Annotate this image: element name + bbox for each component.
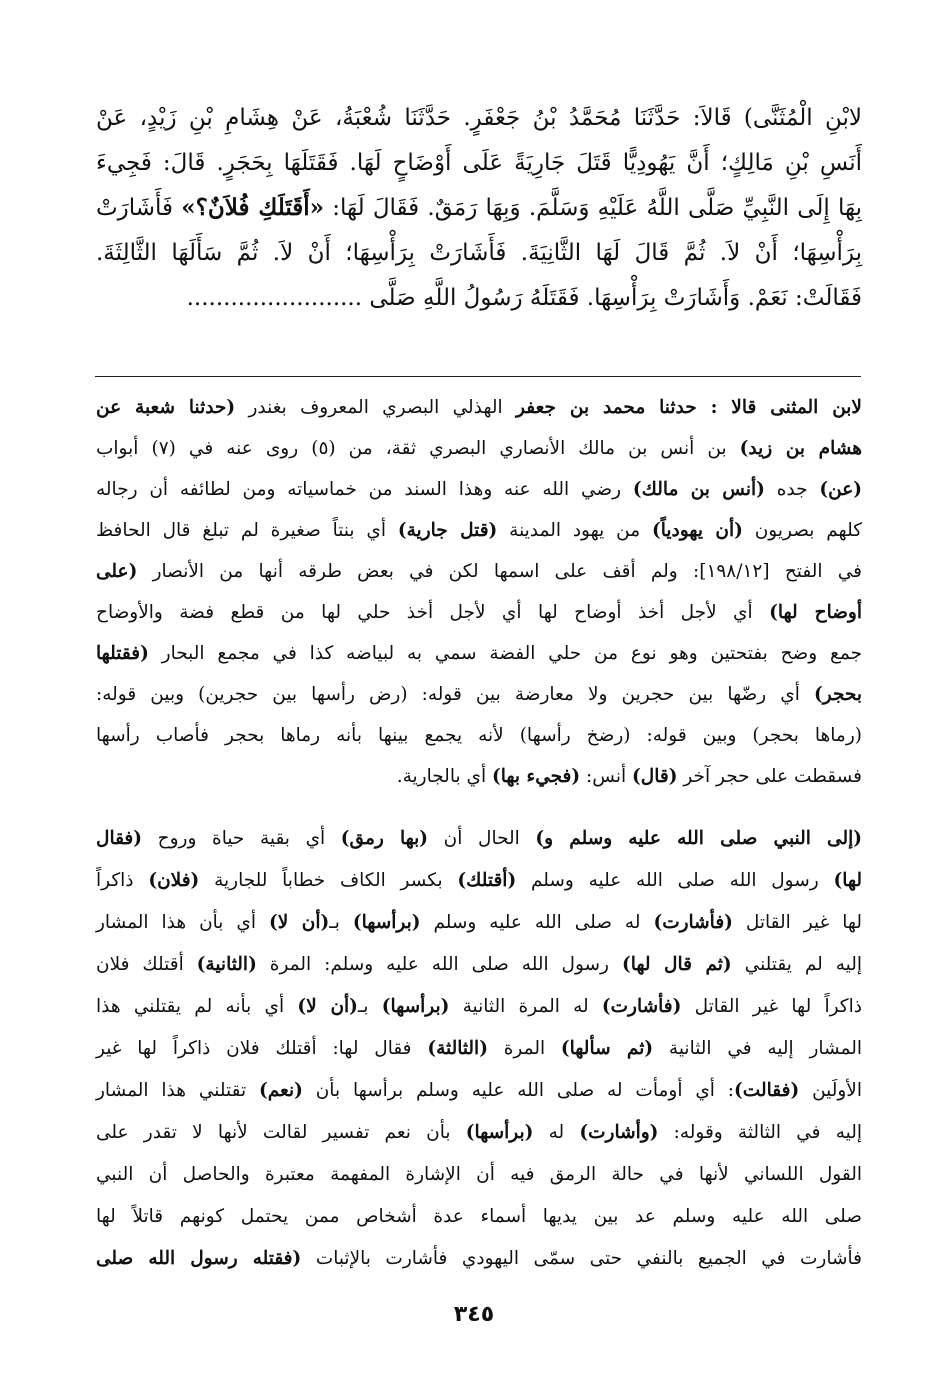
text-segment: ذاكراً	[96, 870, 149, 891]
text-segment: جمع وضح بفتحتين وهو نوع من حلي الفضة سمي به لبياضه كذا في مجمع البحار	[148, 643, 862, 664]
bold-quoted-text: (أن لا)	[297, 996, 358, 1017]
bold-quoted-text: (فقتله رسول الله صلى	[96, 1248, 302, 1269]
text-segment: أَنَسِ بْنِ مَالِكٍ؛ أَنَّ يَهُودِيًّا قَتَلَ جَارِيَةً عَلَى أَوْضَاحٍ لَهَا. فَقَتَلَهَا بِحَجَرٍ. قَالَ: فَجِيءَ	[96, 150, 862, 176]
text-segment: الأولَين	[799, 1080, 862, 1101]
text-line	[96, 906, 862, 940]
text-segment: القول اللساني لأنها في حالة الرمق فيه أن الإشارة المفهمة معتبرة والحاصل أن النبي	[96, 1164, 862, 1185]
bold-quoted-text: (حدثنا شعبة عن	[96, 397, 236, 418]
bold-quoted-text: (فقالت)	[734, 1080, 800, 1101]
bold-quoted-text: (نعم)	[258, 1080, 303, 1101]
text-line	[96, 1032, 862, 1066]
text-segment: ذاكراً لها غير القاتل	[681, 996, 862, 1017]
text-line	[96, 391, 862, 425]
bold-quoted-text: (بها رمق)	[340, 828, 429, 849]
text-segment: فَأَشَارَتْ	[96, 195, 182, 221]
text-segment: كلهم بصريون	[742, 520, 862, 541]
bold-quoted-text: (أن يهودياً)	[651, 520, 743, 541]
text-line	[96, 555, 862, 589]
bold-quoted-text: (عن)	[819, 479, 862, 500]
bold-quoted-text: (ثم قال لها)	[621, 954, 732, 975]
text-segment: فَقَالَتْ: نَعَمْ. وَأَشَارَتْ بِرَأْسِهَا. فَقَتَلَهُ رَسُولُ اللَّهِ صَلَّى ........................	[186, 285, 862, 311]
text-segment: أي بقية حياة وروح	[142, 828, 341, 849]
text-segment: له المرة الثانية	[449, 996, 602, 1017]
text-segment: رسول الله صلى الله عليه وسلم: المرة	[256, 954, 622, 975]
text-segment: أي بأن هذا المشار	[96, 912, 269, 933]
text-line	[96, 1200, 862, 1234]
text-segment: أقتلك فلان	[96, 954, 197, 975]
bold-quoted-text: (أقتلك)	[457, 870, 517, 891]
bold-quoted-text: (فأشارت)	[601, 996, 682, 1017]
bold-quoted-text: لها)	[833, 870, 863, 891]
bold-quoted-text: (على	[96, 561, 138, 582]
bold-quoted-text: (إلى النبي صلى الله عليه وسلم و)	[535, 828, 862, 849]
bold-quoted-text: (فأشارت)	[653, 912, 733, 933]
text-segment: فأشارت في الجميع بالنفي حتى سمّى اليهودي فأشارت بالإثبات	[301, 1248, 862, 1269]
text-segment: بـ	[357, 996, 382, 1017]
text-line	[96, 432, 862, 466]
page-number: ٣٤٥	[453, 1302, 495, 1327]
bold-quoted-text: (ثم سألها)	[560, 1038, 654, 1059]
bold-quoted-text: هشام بن زيد)	[739, 438, 863, 459]
bold-quoted-text: (أنس بن مالك)	[632, 479, 765, 500]
text-line	[96, 278, 862, 318]
text-line	[96, 760, 862, 794]
text-line	[96, 678, 862, 712]
text-segment: بـ	[329, 912, 353, 933]
text-segment: له صلى الله عليه وسلم	[420, 912, 654, 933]
text-line	[96, 1116, 862, 1150]
bold-quoted-text: (قال)	[632, 766, 678, 787]
text-segment: بأن نعم تفسير لقالت لأنها لا تقدر على	[96, 1122, 466, 1143]
text-segment: لابْنِ الْمُثَنَّى) قَالاَ: حَدَّثَنَا مُحَمَّدُ بْنُ جَعْفَرٍ. حَدَّثَنَا شُعْبَةُ، عَنْ هِشَامِ بْنِ زَيْدٍ، عَنْ	[96, 105, 862, 131]
text-segment: أي بالجارية.	[396, 766, 492, 787]
bold-quoted-text: (برأسها)	[465, 1122, 534, 1143]
text-segment: بِهَا إِلَى النَّبِيِّ صَلَّى اللَّهُ عَلَيْهِ وَسَلَّمَ. وَبِهَا رَمَقٌ. فَقَالَ لَهَا:	[324, 195, 862, 221]
text-segment: الهذلي البصري المعروف بغندر	[235, 397, 517, 418]
bold-quoted-text: لابن المثنى قالا : حدثنا محمد بن جعفر	[516, 397, 862, 418]
bold-quoted-text: أوضاح لها)	[769, 602, 863, 623]
text-segment: في الفتح [١٩٨/١٢]: ولم أقف على اسمها لكن في بعض طرقه أنها من الأنصار	[137, 561, 862, 582]
text-segment: إليه في الثالثة وقوله:	[658, 1122, 863, 1143]
text-segment: من يهود المدينة	[497, 520, 652, 541]
bold-quoted-text: (فقتلها	[96, 643, 149, 664]
text-segment: بِرَأْسِهَا؛ أَنْ لاَ. ثُمَّ قَالَ لَهَا الثَّانِيَةَ. فَأَشَارَتْ بِرَأْسِهَا؛ أَنْ لاَ. ثُمَّ سَأَلَهَا الثَّالِثَةَ.	[96, 240, 862, 266]
text-segment: : أي أومأت له صلى الله عليه وسلم برأسها بأن	[302, 1080, 735, 1101]
text-segment: بن أنس بن مالك الأنصاري البصري ثقة، من (٥) روى عنه في (٧) أبواب	[96, 438, 740, 459]
text-line	[96, 596, 862, 630]
bold-quoted-text: (قتل جارية)	[397, 520, 498, 541]
text-segment: الحال أن	[428, 828, 536, 849]
text-segment: أي بأنه لم يقتلني هذا	[96, 996, 298, 1017]
text-segment: رضي الله عنه وهذا السند من خماسياته ومن لطائفه أن رجاله	[96, 479, 633, 500]
bold-quoted-text: (فجيء بها)	[491, 766, 581, 787]
text-line	[96, 98, 862, 138]
text-line	[96, 948, 862, 982]
text-segment: أي بنتاً صغيرة لم تبلغ قال الحافظ	[96, 520, 398, 541]
text-line	[96, 473, 862, 507]
text-segment: تقتلني هذا المشار	[96, 1080, 259, 1101]
text-line	[96, 143, 862, 183]
text-segment: صلى الله عليه وسلم عد بين يديها أسماء عدة أشخاص ممن يحتمل كونهم قاتلاً لها	[96, 1206, 862, 1227]
text-segment: (رماها بحجر) وبين قوله: (رضخ رأسها) لأنه يجمع بينها بأنه رماها بحجر فأصاب رأسها	[96, 725, 862, 746]
text-segment: جده	[764, 479, 820, 500]
text-segment: رسول الله صلى الله عليه وسلم	[516, 870, 834, 891]
bold-quoted-text: بحجر)	[814, 684, 862, 705]
text-line	[96, 188, 862, 228]
text-line	[96, 822, 862, 856]
text-line	[96, 1158, 862, 1192]
text-line	[96, 864, 862, 898]
bold-quoted-text: (الثانية)	[196, 954, 257, 975]
text-line	[96, 233, 862, 273]
text-line	[96, 637, 862, 671]
bold-quoted-text: (الثالثة)	[427, 1038, 488, 1059]
text-line	[96, 990, 862, 1024]
text-segment: فسقطت على حجر آخر	[677, 766, 862, 787]
bold-quoted-text: (فلان)	[148, 870, 200, 891]
text-segment: إليه لم يقتلني	[731, 954, 863, 975]
bold-quoted-text: (برأسها)	[352, 912, 421, 933]
text-segment: المرة	[487, 1038, 561, 1059]
bold-quoted-text: (برأسها)	[381, 996, 450, 1017]
text-segment: لها غير القاتل	[732, 912, 862, 933]
text-line	[96, 1074, 862, 1108]
bold-quoted-text: (وأشارت)	[579, 1122, 659, 1143]
text-line	[96, 719, 862, 753]
bold-quoted-text: (فقال	[96, 828, 143, 849]
bold-quoted-text: «أَقَتَلَكِ فُلاَنٌ؟»	[181, 194, 325, 221]
text-segment: فقال لها: أقتلك فلان ذاكراً لها غير	[96, 1038, 428, 1059]
text-segment: أي رضّها بين حجرين ولا معارضة بين قوله: (رض رأسها بين حجرين) وبين قوله:	[96, 684, 814, 705]
text-segment: أنس:	[580, 766, 633, 787]
text-line	[96, 514, 862, 548]
text-line	[96, 1242, 862, 1276]
text-segment: له	[533, 1122, 580, 1143]
text-segment: المشار إليه في الثانية	[653, 1038, 862, 1059]
footnote-divider	[95, 376, 861, 377]
text-segment: بكسر الكاف خطاباً للجارية	[199, 870, 458, 891]
text-segment: أي لأجل أخذ أوضاح لها أي لأجل أخذ حلي لها من قطع فضة والأوضاح	[96, 602, 770, 623]
bold-quoted-text: (أن لا)	[268, 912, 330, 933]
